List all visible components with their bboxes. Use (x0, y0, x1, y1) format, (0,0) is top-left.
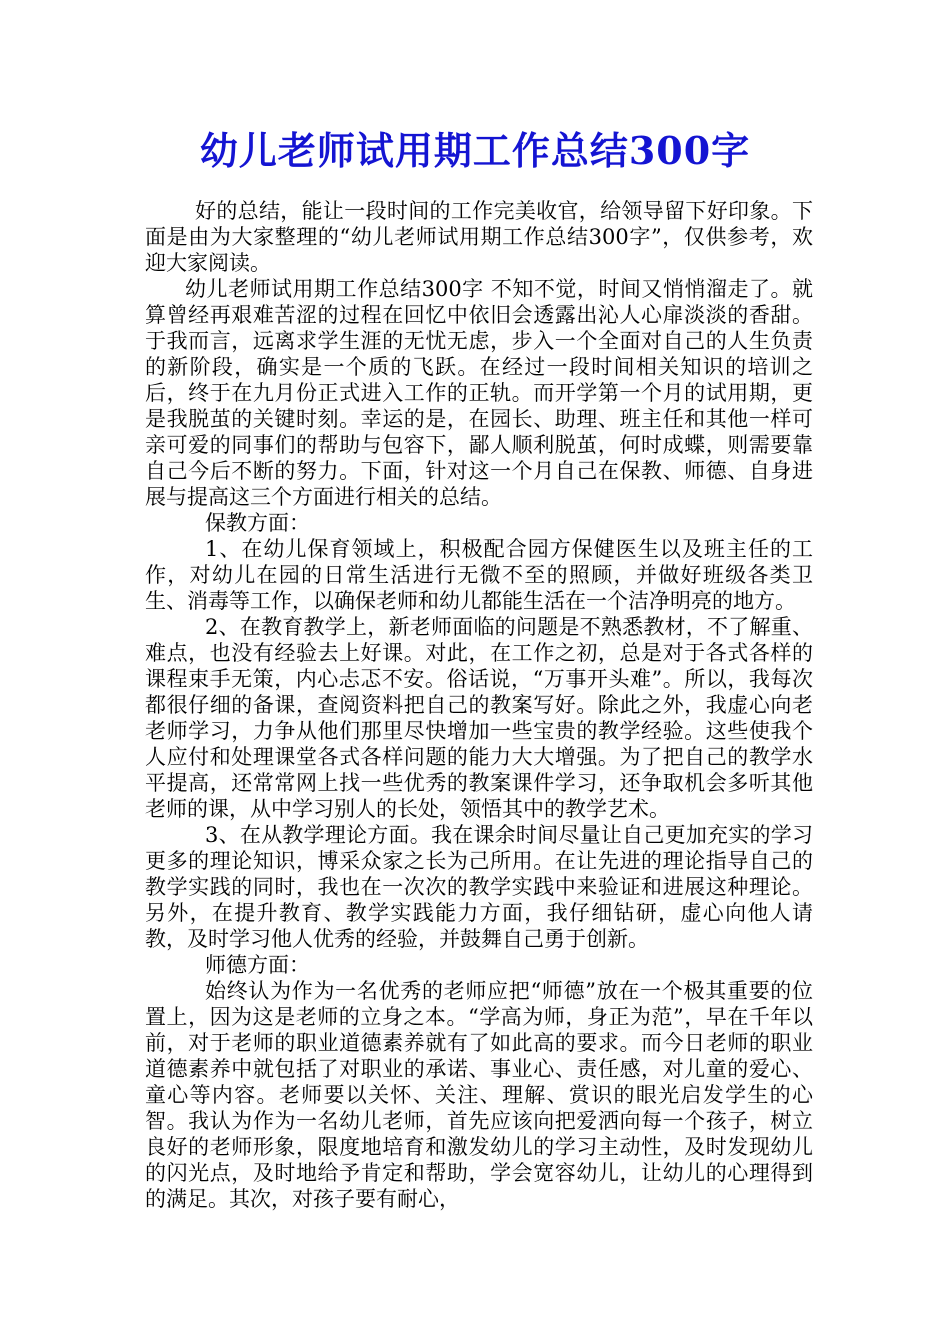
page-title: 幼儿老师试用期工作总结300字 (199, 128, 751, 173)
list-item-3: 3、在从教学理论方面。我在课余时间尽量让自己更加充实的学习更多的理论知识，博采众家之长为己所用。在让先进的理论指导自己的教学实践的同时，我也在一次次的教学实践中来验证和进展这种理论。另外，在提升教育、教学实践能力方面，我仔细钻研，虚心向他人请教，及时学习他人优秀的经验，并鼓舞自己勇于创新。 (145, 823, 813, 951)
section-heading-shide: 师德方面： (205, 953, 310, 977)
section-heading-baojiao: 保教方面： (205, 511, 310, 535)
document-body (145, 198, 813, 1212)
list-item-1: 1、在幼儿保育领域上，积极配合园方保健医生以及班主任的工作，对幼儿在园的日常生活进行无微不至的照顾，并做好班级各类卫生、消毒等工作，以确保老师和幼儿都能生活在一个洁净明亮的地方。 (145, 537, 813, 613)
intro-paragraph: 好的总结，能让一段时间的工作完美收官，给领导留下好印象。下面是由为大家整理的“幼儿老师试用期工作总结300字”，仅供参考，欢迎大家阅读。 (145, 199, 813, 275)
list-item-2: 2、在教育教学上，新老师面临的问题是不熟悉教材，不了解重、难点，也没有经验去上好课。对此，在工作之初，总是对于各式各样的课程束手无策，内心忐忑不安。俗话说，“万事开头难”。所以，我每次都很仔细的备课，查阅资料把自己的教案写好。除此之外，我虚心向老老师学习，力争从他们那里尽快增加一些宝贵的教学经验。这些使我个人应付和处理课堂各式各样问题的能力大大增强。为了把自己的教学水平提高，还常常网上找一些优秀的教案课件学习，还争取机会多听其他老师的课，从中学习别人的长处，领悟其中的教学艺术。 (145, 615, 813, 821)
summary-paragraph: 幼儿老师试用期工作总结300字 不知不觉，时间又悄悄溜走了。就算曾经再艰难苦涩的过程在回忆中依旧会透露出沁人心扉淡淡的香甜。于我而言，远离求学生涯的无忧无虑，步入一个全面对自己的人生负责的新阶段，确实是一个质的飞跃。在经过一段时间相关知识的培训之后，终于在九月份正式进入工作的正轨。而开学第一个月的试用期，更是我脱茧的关键时刻。幸运的是，在园长、助理、班主任和其他一样可亲可爱的同事们的帮助与包容下，鄙人顺利脱茧，何时成蝶，则需要靠自己今后不断的努力。下面，针对这一个月自己在保教、师德、自身进展与提高这三个方面进行相关的总结。 (145, 277, 813, 509)
shide-paragraph: 始终认为作为一名优秀的老师应把“师德”放在一个极其重要的位置上，因为这是老师的立身之本。“学高为师，身正为范”，早在千年以前，对于老师的职业道德素养就有了如此高的要求。而今日老师的职业道德素养中就包括了对职业的承诺、事业心、责任感，对儿童的爱心、童心等内容。老师要以关怀、关注、理解、赏识的眼光启发学生的心智。我认为作为一名幼儿老师，首先应该向把爱洒向每一个孩子，树立良好的老师形象，限度地培育和激发幼儿的学习主动性，及时发现幼儿的闪光点，及时地给予肯定和帮助，学会宽容幼儿，让幼儿的心理得到的满足。其次，对孩子要有耐心， (145, 979, 813, 1211)
